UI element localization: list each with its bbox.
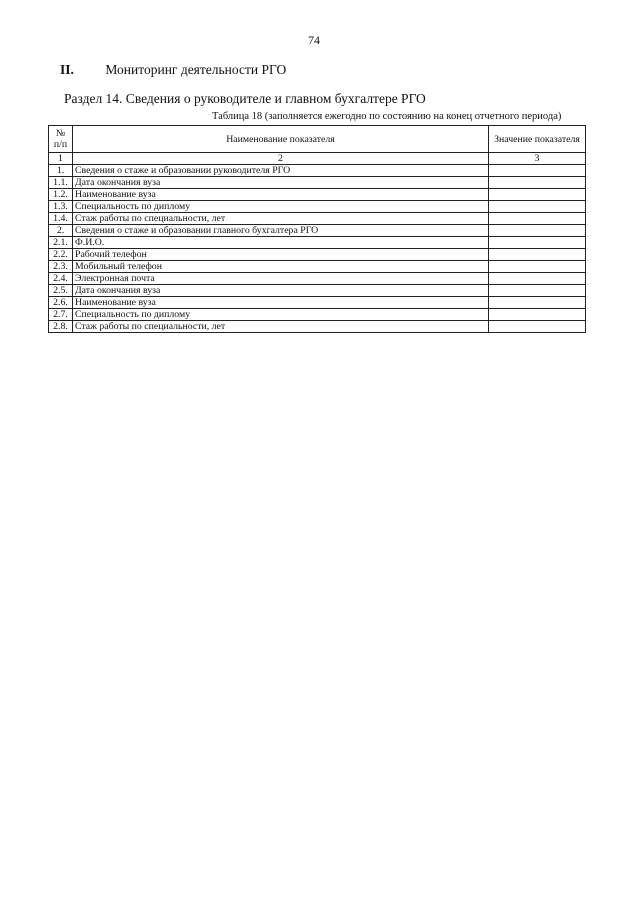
table-header-row [49,126,586,153]
row-num-cell: 1.2. [49,189,73,201]
table-row [49,273,586,285]
row-num-cell: 1.4. [49,213,73,225]
table-row [49,189,586,201]
table-row [49,237,586,249]
table-caption: Таблица 18 (заполняется ежегодно по состоянию на конец отчетного периода) [212,111,562,122]
row-num-cell: 2.6. [49,297,73,309]
header-name: Наименование показателя [73,126,489,153]
table-row [49,321,586,333]
table-index-row [49,153,586,165]
page-number: 74 [308,33,320,47]
row-value-cell [489,165,586,177]
row-value-cell [489,177,586,189]
row-value-cell [489,309,586,321]
row-value-cell [489,237,586,249]
table-row [49,177,586,189]
row-name-cell: Стаж работы по специальности, лет [73,321,489,333]
table-row [49,309,586,321]
row-value-cell [489,261,586,273]
table-body [49,153,586,333]
row-name-cell: Наименование вуза [73,189,489,201]
row-name-cell: Мобильный телефон [73,261,489,273]
row-num-cell: 2. [49,225,73,237]
row-value-cell [489,189,586,201]
row-num-cell: 2.5. [49,285,73,297]
row-name-cell: Специальность по диплому [73,309,489,321]
subsection-title: Раздел 14. Сведения о руководителе и главном бухгалтере РГО [64,91,426,106]
row-num-cell: 2.4. [49,273,73,285]
row-name-cell: Специальность по диплому [73,201,489,213]
table-row [49,261,586,273]
row-value-cell [489,273,586,285]
row-name-cell: Ф.И.О. [73,237,489,249]
row-num-cell: 2.3. [49,261,73,273]
header-value: Значение показателя [489,126,586,153]
row-value-cell [489,297,586,309]
row-name-cell: Электронная почта [73,273,489,285]
row-num-cell: 1.1. [49,177,73,189]
section-heading [60,62,286,78]
table-row [49,201,586,213]
report-table [48,125,586,333]
row-value-cell [489,201,586,213]
row-value-cell [489,249,586,261]
index-cell: 2 [73,153,489,165]
row-name-cell: Стаж работы по специальности, лет [73,213,489,225]
table-row [49,165,586,177]
row-value-cell [489,321,586,333]
section-number: II. [60,62,74,77]
row-name-cell: Рабочий телефон [73,249,489,261]
table-row [49,297,586,309]
table-row [49,285,586,297]
index-cell: 3 [489,153,586,165]
row-name-cell: Сведения о стаже и образовании руководителя РГО [73,165,489,177]
row-name-cell: Дата окончания вуза [73,285,489,297]
row-value-cell [489,225,586,237]
row-value-cell [489,213,586,225]
row-num-cell: 2.1. [49,237,73,249]
row-name-cell: Наименование вуза [73,297,489,309]
row-name-cell: Дата окончания вуза [73,177,489,189]
table-row [49,225,586,237]
row-num-cell: 2.8. [49,321,73,333]
row-num-cell: 2.7. [49,309,73,321]
index-cell: 1 [49,153,73,165]
row-num-cell: 1. [49,165,73,177]
row-name-cell: Сведения о стаже и образовании главного бухгалтера РГО [73,225,489,237]
table-row [49,249,586,261]
row-num-cell: 1.3. [49,201,73,213]
row-num-cell: 2.2. [49,249,73,261]
row-value-cell [489,285,586,297]
section-title: Мониторинг деятельности РГО [105,62,287,77]
header-num: № п/п [49,126,73,153]
table-row [49,213,586,225]
